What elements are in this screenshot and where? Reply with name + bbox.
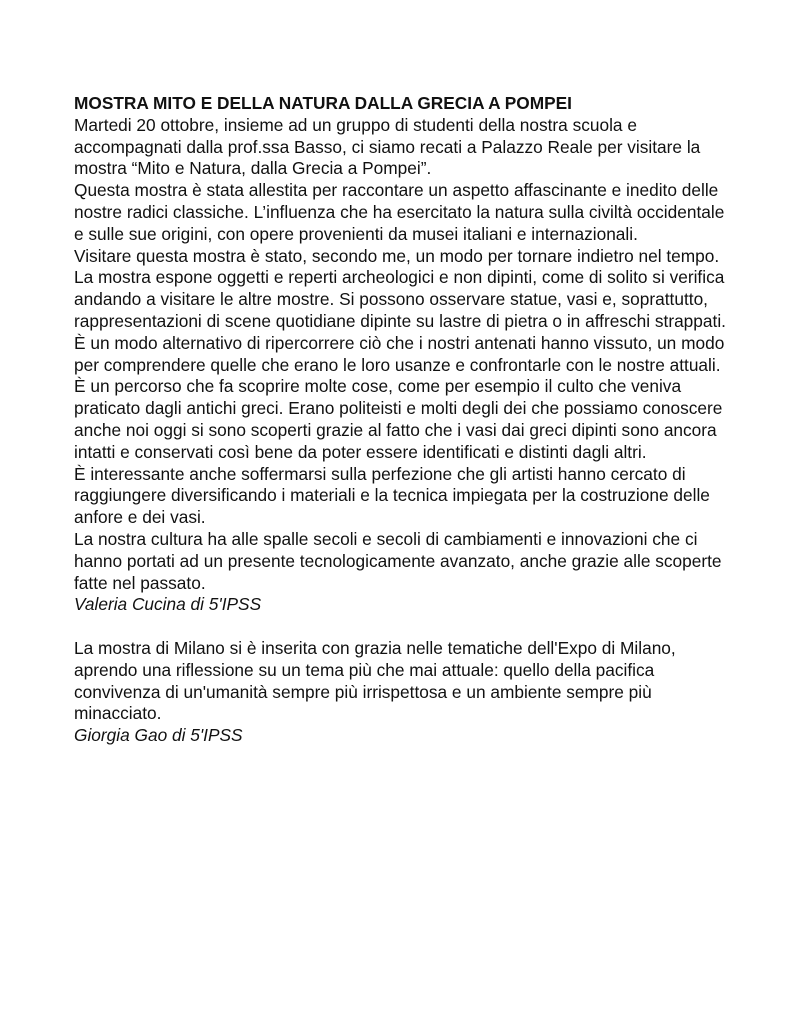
document-page [74,93,734,747]
article-paragraph-4: La mostra espone oggetti e reperti archeologici e non dipinti, come di solito si verifica andando a visitare le altre mostre. Si possono osservare statue, vasi e, soprattutto, rappresentazioni di scene quotidiane dipinte su lastre di pietra o in affreschi strappati. [74,267,726,331]
comment-signature: Giorgia Gao di 5'IPSS [74,725,243,746]
article-paragraph-3: Visitare questa mostra è stato, secondo me, un modo per tornare indietro nel tempo. [74,245,720,266]
section-spacer [74,616,734,638]
comment-paragraph: La mostra di Milano si è inserita con grazia nelle tematiche dell'Expo di Milano, aprendo una riflessione su un tema più che mai attuale: quello della pacifica convivenza di un'umanità sempre più irrispettosa e un ambiente sempre più minacciato. [74,637,676,724]
article-paragraph-7: La nostra cultura ha alle spalle secoli e secoli di cambiamenti e innovazioni che ci hanno portati ad un presente tecnologicamente avanzato, anche grazie alle scoperte fatte nel passato. [74,528,722,593]
article-paragraph-6: È interessante anche soffermarsi sulla perfezione che gli artisti hanno cercato di raggiungere diversificando i materiali e la tecnica impiegata per la costruzione delle anfore e dei vasi. [74,463,710,528]
article-paragraph-1: Martedi 20 ottobre, insieme ad un gruppo di studenti della nostra scuola e accompagnati dalla prof.ssa Basso, ci siamo recati a Palazzo Reale per visitare la mostra “Mito e Natura, dalla Grecia a Pompei”. [74,114,701,179]
article-paragraph-2: Questa mostra è stata allestita per raccontare un aspetto affascinante e inedito delle nostre radici classiche. L’influenza che ha esercitato la natura sulla civiltà occidentale e sulle sue origini, con opere provenienti da musei italiani e internazionali. [74,180,725,244]
article-title: MOSTRA MITO E DELLA NATURA DALLA GRECIA A POMPEI [74,93,572,113]
article-paragraph-5: È un modo alternativo di ripercorrere ciò che i nostri antenati hanno vissuto, un modo per comprendere quelle che erano le loro usanze e confrontarle con le nostre attuali. È un percorso che fa scoprire molte cose, come per esempio il culto che veniva praticato dagli antichi greci. Erano politeisti e molti degli dei che possiamo conoscere anche noi oggi si sono scoperti grazie al fatto che i vasi dai greci dipinti sono ancora intatti e conservati così bene da poter essere identificati e distinti dagli altri. [74,332,725,462]
article-signature: Valeria Cucina di 5'IPSS [74,594,262,615]
